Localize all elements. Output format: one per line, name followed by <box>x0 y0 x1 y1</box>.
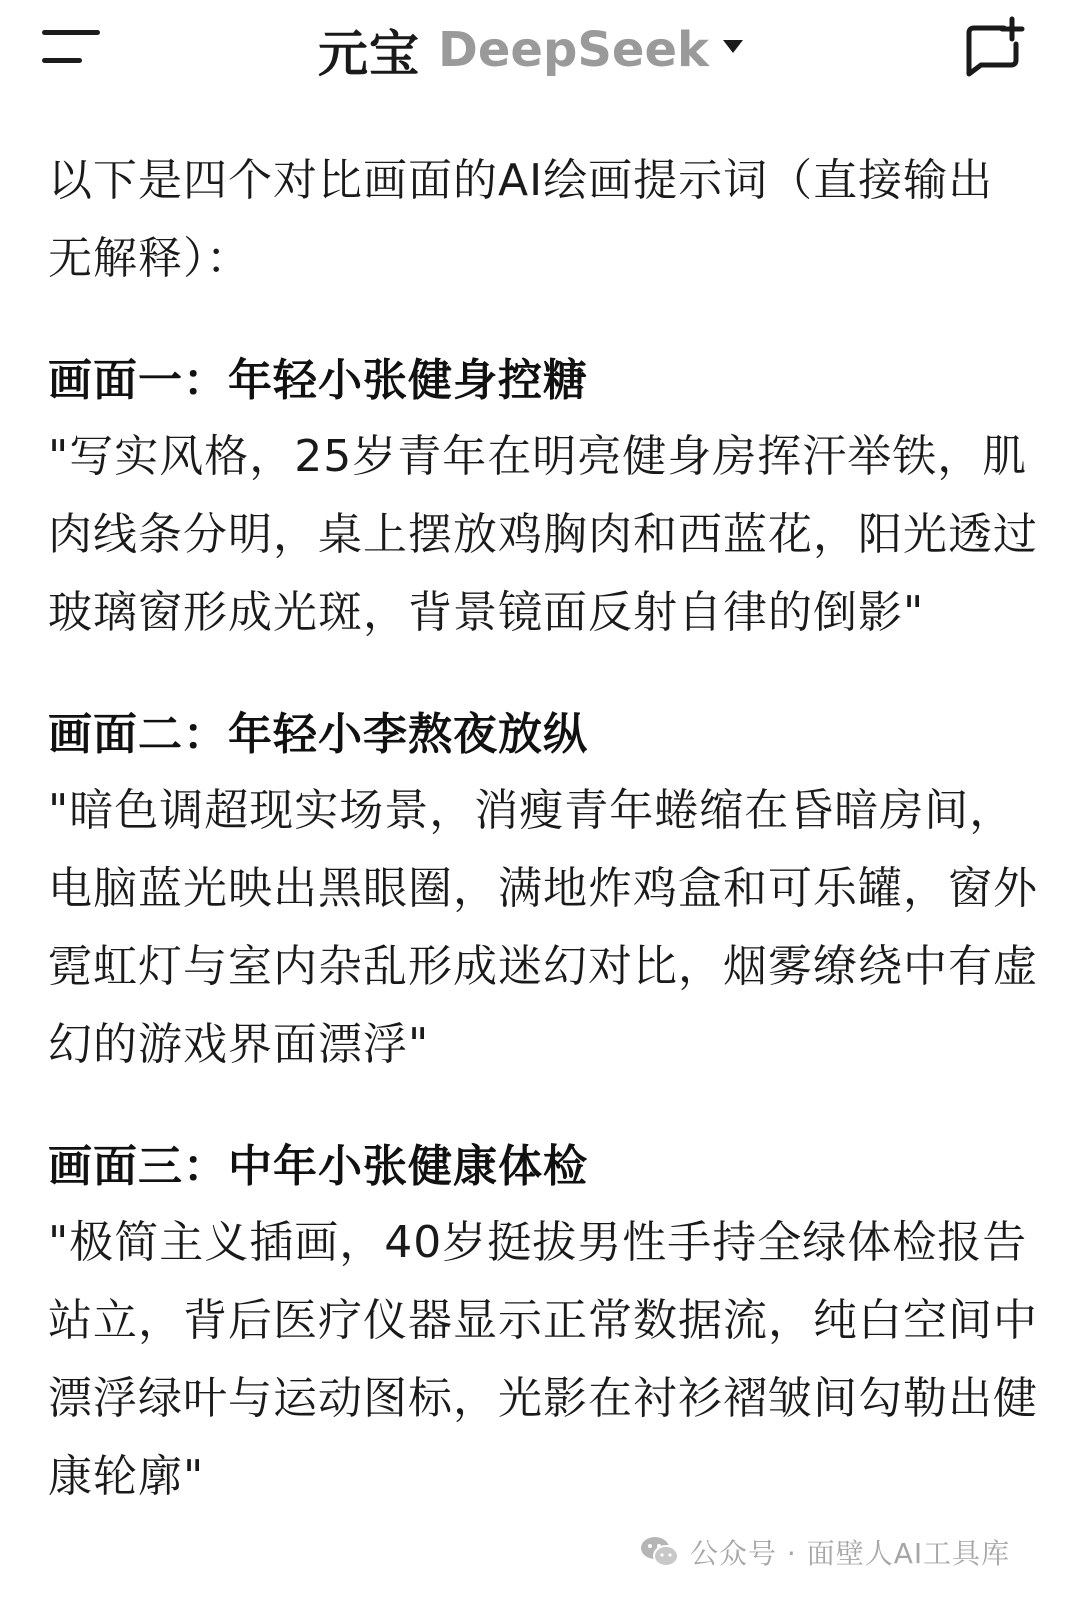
watermark <box>640 1528 1010 1576</box>
section-body: "写实风格，25岁青年在明亮健身房挥汗举铁，肌肉线条分明，桌上摆放鸡胸肉和西蓝花，阳光透过玻璃窗形成光斑，背景镜面反射自律的倒影" <box>48 431 1038 638</box>
app-name: 元宝 <box>318 25 420 83</box>
section-heading: 画面一：年轻小张健身控糖 <box>48 355 588 406</box>
prompt-section-1 <box>48 348 1038 652</box>
assistant-message <box>48 142 1038 1516</box>
model-name: DeepSeek <box>438 22 709 78</box>
caret-down-icon <box>723 40 743 53</box>
new-chat-icon <box>960 16 1030 86</box>
watermark-text: 公众号 · 面壁人AI工具库 <box>690 1537 1011 1570</box>
menu-button[interactable] <box>38 22 108 74</box>
new-chat-button[interactable] <box>960 16 1030 86</box>
prompt-section-3 <box>48 1134 1038 1516</box>
top-bar <box>0 0 1080 110</box>
message-intro: 以下是四个对比画面的AI绘画提示词（直接输出无解释）： <box>48 155 994 284</box>
section-heading: 画面二：年轻小李熬夜放纵 <box>48 709 588 760</box>
section-body: "暗色调超现实场景，消瘦青年蜷缩在昏暗房间，电脑蓝光映出黑眼圈，满地炸鸡盒和可乐罐，窗外霓虹灯与室内杂乱形成迷幻对比，烟雾缭绕中有虚幻的游戏界面漂浮" <box>48 785 1038 1070</box>
wechat-icon <box>640 1535 680 1569</box>
model-selector[interactable] <box>318 18 743 82</box>
section-body: "极简主义插画，40岁挺拔男性手持全绿体检报告站立，背后医疗仪器显示正常数据流，纯白空间中漂浮绿叶与运动图标，光影在衬衫褶皱间勾勒出健康轮廓" <box>48 1217 1038 1502</box>
section-heading: 画面三：中年小张健康体检 <box>48 1141 588 1192</box>
prompt-section-2 <box>48 702 1038 1084</box>
